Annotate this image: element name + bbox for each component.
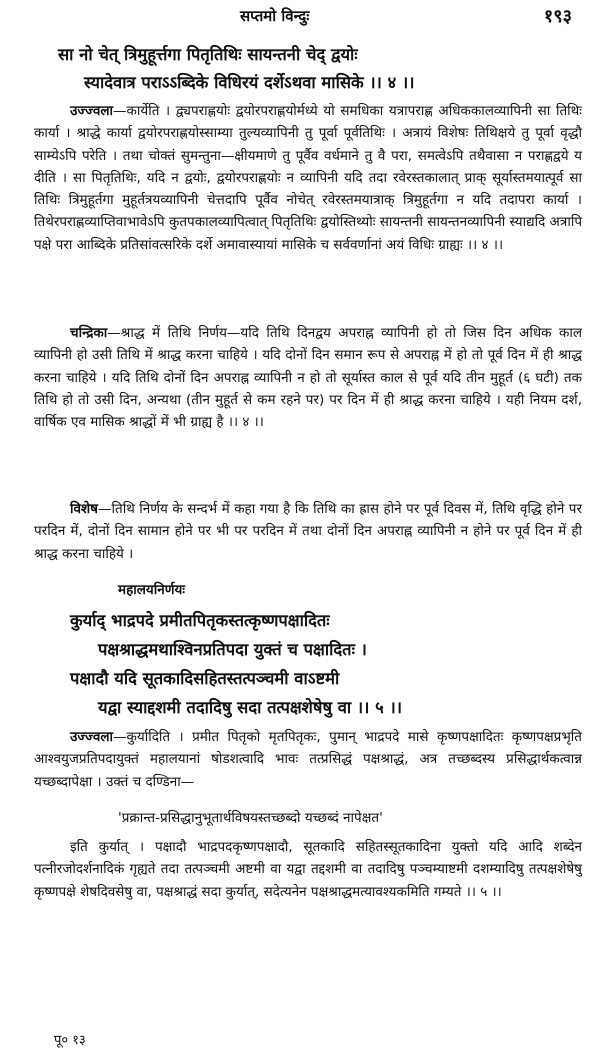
page-number: १९३ [543,6,572,27]
commentary-label: उज्ज्वला [70,103,113,119]
verse-line: पक्षश्राद्धमथाश्विनप्रतिपदा युक्तं च पक्षादितः । [98,640,367,659]
section-heading: महालयनिर्णयः [118,582,186,598]
page-header [0,4,600,32]
commentary-label: चन्द्रिका [70,325,108,341]
closing-text: इति कुर्यात् । पक्षादौ भाद्रपदकृष्णपक्षादौ, सूतकादि सहितस्सूतकादिना युक्तो यदि आदि शब्देन पत्नीरजोदर्शनादिकं गृह्यते तदा तत्पञ्चमी अष्टमी वा यद्वा तद्दशमी वा तदादिषु पञ्चम्याष्टमी दशम्यादिषु तत्पक्षशेषेषु कृष्णपक्षे शेषदिवसेषु वा, पक्षश्राद्धं सदा कुर्यात्, सदेत्यनेन पक्षश्राद्धमत्यावश्यकमिति गम्यते ।। ५ ।। [34,839,582,900]
signature-mark: पू० १३ [54,1033,86,1048]
chandrika-commentary [34,322,582,478]
commentary-text: —श्राद्ध में तिथि निर्णय—यदि तिथि दिनद्वय अपराह्न व्यापिनी हो तो जिस दिन अधिक काल व्यापिनी हो उसी तिथि में श्राद्ध करना चाहिये । यदि दोनों दिन समान रूप से अपराह्न में हो तो पूर्व दिन में ही श्राद्ध करना चाहिये । यदि तिथि दोनों दिन अपराह्न व्यापिनी न हो तो सूर्यास्त काल से पूर्व यदि तीन मुहूर्त (६ घटी) तक तिथि हो तो उसी दिन, अन्यथा (तीन मुहूर्त से कम रहने पर) पर दिन में ही श्राद्ध करना चाहिये । यही नियम दर्श, वार्षिक एव मासिक श्राद्धों में भी ग्राह्य है ।। ४ ।। [34,325,582,431]
commentary-text: —कुर्यादिति । प्रमीत पितृको मृतपितृकः, पुमान् भाद्रपदे मासे कृष्णपक्षादितः कृष्णपक्षप्रभृति आश्वयुजप्रतिपदायुक्तं महालयानां षोडशत्वादि भावः तत्प्रसिद्धं पक्षश्राद्धं, अत्र तच्छब्दस्य प्रसिद्धार्थकत्वान्न यच्छब्दापेक्षा । उक्तं च दण्डिना— [34,729,582,790]
verse-line: स्यादेवात्र पराऽऽब्दिके विधिरयं दर्शेऽथवा मासिके ।। ४ ।। [84,73,415,92]
verse-line: पक्षादौ यदि सूतकादिसहितस्तत्पञ्चमी वाऽष्टमी [70,669,340,688]
verse-line: कुर्याद् भाद्रपदे प्रमीतपितृकस्तत्कृष्णपक्षादितः [70,611,330,630]
vishesh-note [34,498,582,568]
note-text: —तिथि निर्णय के सन्दर्भ में कहा गया है कि तिथि का ह्रास होने पर पूर्व दिवस में, तिथि वृद्धि होने पर परदिन में, दोनों दिन सामान होने पर भी पर परदिन में तथा दोनों दिन अपराह्न व्यापिनी न होने पर पूर्व दिन में ही श्राद्ध करना चाहिये । [34,501,582,562]
note-label: विशेष [70,501,98,517]
ujjvala-commentary-5 [34,726,582,796]
quotation: 'प्रक्रान्त-प्रसिद्धानुभूतार्थविषयस्तच्छब्दो यच्छब्दं नापेक्षत' [118,810,383,826]
verse-line: यद्वा स्याद्दशमी तदादिषु सदा तत्पक्षशेषेषु वा ।। ५ ।। [98,698,402,717]
ujjvala-commentary-4 [34,100,582,300]
verse-line: सा नो चेत् त्रिमुहूर्त्तगा पितृतिथिः सायन्तनी चेद् द्वयोः [58,45,358,64]
commentary-text: —कार्येति । द्व्यपराह्णयोः द्वयोरपराह्णयोर्मध्ये यो समधिका यत्रापराह्ण अधिककालव्यापिनी सा तिथिः कार्या । श्राद्धे कार्या द्वयोरपराह्णयोस्साम्या तुल्यव्यापिनी तु पूर्वा पूर्वतिथिः । अत्रायं विशेषः तिथिक्षये तु पूर्वा वृद्धौ साम्येऽपि परेति । तथा चोक्तं सुमन्तुना—क्षीयमाणे तु पूर्वैव वर्धमाने तु वै परा, समत्वेऽपि तथैवासा न पराह्णद्वये य दीति । सा पितृतिथिः, यदि न द्वयोः, द्वयोरपराह्णयोः न व्यापिनी यदि तदा रवेरस्तकालात् प्राक् सूर्यास्तमयात्पूर्व सा तिथिः त्रिमुहूर्तगा मुहूर्तत्रयव्यापिनी चेत्तदापि पूर्वैव नोचेत् रवेरस्तमयात्राक् त्रिमुहूर्तगा न यदि तदापरा कार्या । तिथेरपराह्णव्याप्तिवाभावेऽपि कुतपकालव्यापित्वात् पितृतिथिः द्वयोस्तिथ्योः सायन्तनी सायन्तनव्यापिनी स्याद्यदि अत्रापि पक्षे परा आब्दिके प्रतिसांवत्सरिके दर्शे अमावास्यायां मासिके च सर्ववर्णानां अयं विधिः ग्राह्यः ।। ४ ।। [34,103,582,253]
running-title: सप्तमो विन्दुः [240,7,310,25]
commentary-label: उज्ज्वला [70,729,113,745]
closing-paragraph [34,836,582,1026]
